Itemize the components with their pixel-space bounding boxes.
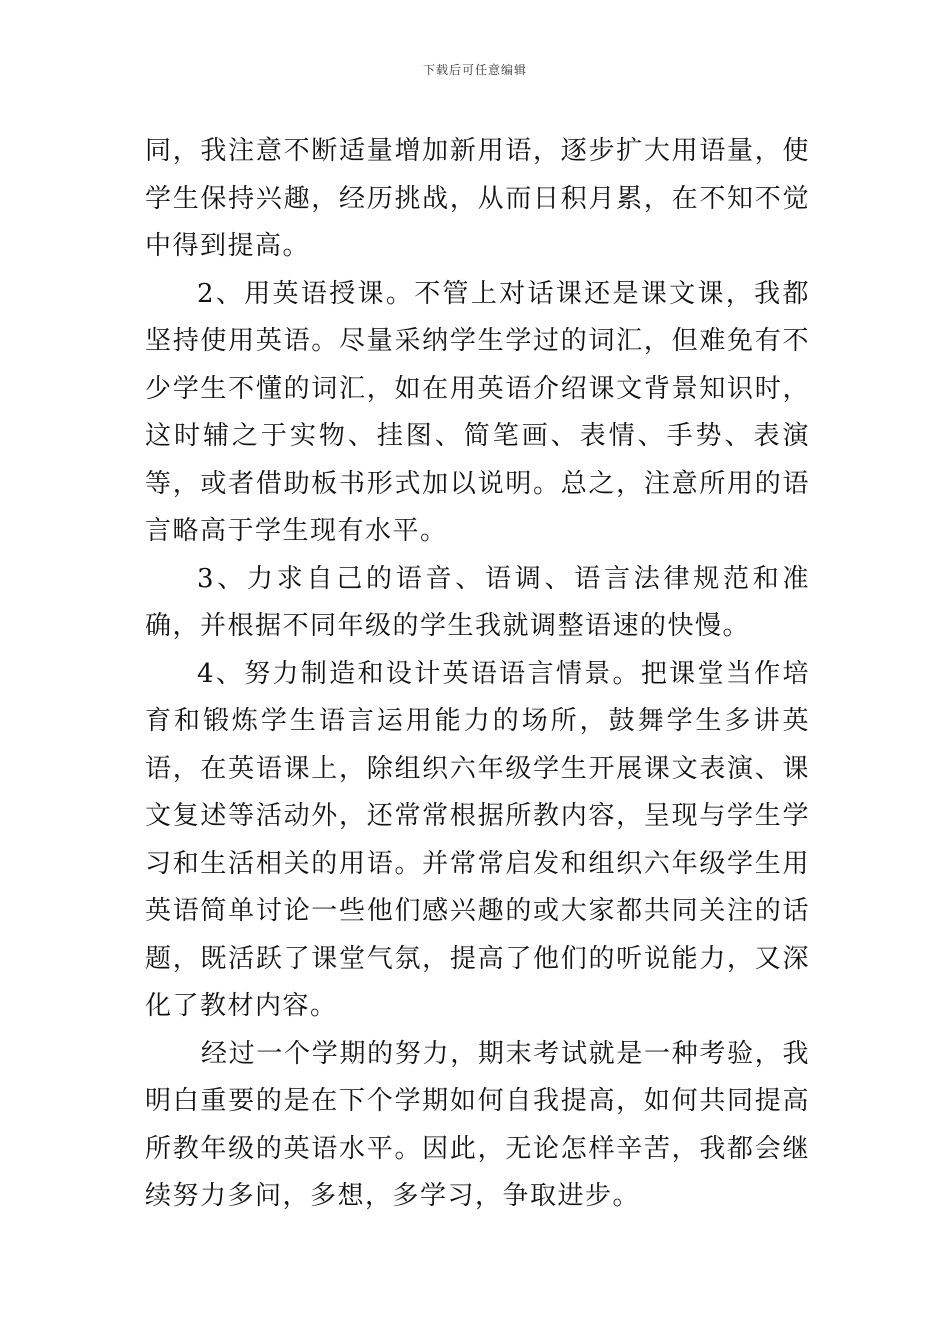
paragraph-item-3: 3、力求自己的语音、语调、语言法律规范和准确，并根据不同年级的学生我就调整语速的快慢。 [145,563,810,641]
page-header: 下载后可任意编辑 [422,63,527,77]
paragraph-item-4: 4、努力制造和设计英语语言情景。把课堂当作培育和锻炼学生语言运用能力的场所，鼓舞学生多讲英语，在英语课上，除组织六年级学生开展课文表演、课文复述等活动外，还常常根据所教内容，呈现与学生学习和生活相关的用语。并常常启发和组织六年级学生用英语简单讨论一些他们感兴趣的或大家都共同关注的话题，既活跃了课堂气氛，提高了他们的听说能力，又深化了教材内容。 [145,658,810,1021]
document-body [145,128,810,1221]
paragraph-continuation: 同，我注意不断适量增加新用语，逐步扩大用语量，使学生保持兴趣，经历挑战，从而日积月累，在不知不觉中得到提高。 [145,136,810,261]
paragraph-conclusion: 经过一个学期的努力，期末考试就是一种考验，我明白重要的是在下个学期如何自我提高，如何共同提高所教年级的英语水平。因此，无论怎样辛苦，我都会继续努力多问，多想，多学习，争取进步。 [145,1038,810,1211]
paragraph-item-2: 2、用英语授课。不管上对话课还是课文课，我都坚持使用英语。尽量采纳学生学过的词汇，但难免有不少学生不懂的词汇，如在用英语介绍课文背景知识时，这时辅之于实物、挂图、简笔画、表情、手势、表演等，或者借助板书形式加以说明。总之，注意所用的语言略高于学生现有水平。 [145,278,810,546]
